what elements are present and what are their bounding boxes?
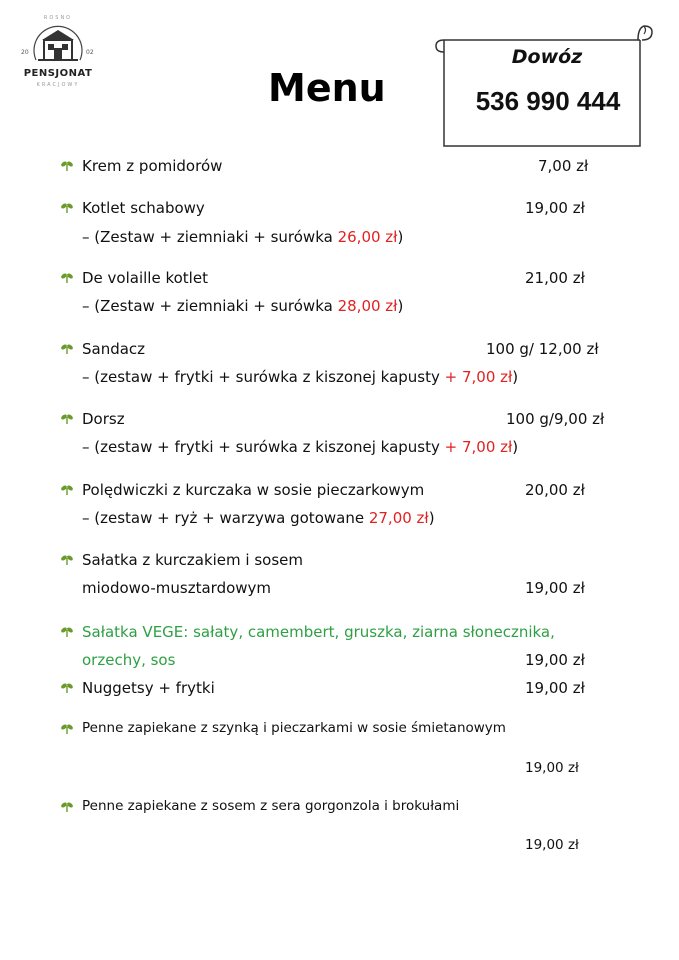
item-name-sandacz: Sandacz bbox=[82, 340, 146, 358]
item-name-vege-line2: orzechy, sos bbox=[82, 651, 176, 669]
item-set-sandacz: – (zestaw + frytki + surówka z kiszonej kapusty + 7,00 zł) bbox=[82, 368, 519, 386]
leaf-bullet-icon bbox=[60, 341, 74, 355]
logo-top-text: ROSNO bbox=[43, 15, 73, 21]
leaf-bullet-icon bbox=[60, 482, 74, 496]
item-price-salatka: 19,00 zł bbox=[525, 579, 585, 597]
item-name-salatka-line2: miodowo-musztardowym bbox=[82, 579, 272, 597]
leaf-bullet-icon bbox=[60, 680, 74, 694]
item-set-devolaille: – (Zestaw + ziemniaki + surówka 28,00 zł) bbox=[82, 297, 404, 315]
pensjonat-logo bbox=[18, 14, 98, 98]
item-price-penne1: 19,00 zł bbox=[525, 760, 579, 776]
item-name-penne2: Penne zapiekane z sosem z sera gorgonzola i brokułami bbox=[82, 798, 460, 814]
item-price-penne2: 19,00 zł bbox=[525, 837, 579, 853]
item-name-penne1: Penne zapiekane z szynką i pieczarkami w sosie śmietanowym bbox=[82, 720, 506, 736]
item-price-dorsz: 100 g/9,00 zł bbox=[506, 410, 605, 428]
set-price: + 7,00 zł bbox=[444, 438, 513, 456]
item-set-kotlet: – (Zestaw + ziemniaki + surówka 26,00 zł) bbox=[82, 228, 404, 246]
leaf-bullet-icon bbox=[60, 158, 74, 172]
logo-sub-text: KRACJOWY bbox=[36, 82, 80, 88]
leaf-bullet-icon bbox=[60, 799, 74, 813]
leaf-bullet-icon bbox=[60, 552, 74, 566]
item-name-vege-line1: Sałatka VEGE: sałaty, camembert, gruszka, ziarna słonecznika, bbox=[82, 623, 555, 641]
item-name-dorsz: Dorsz bbox=[82, 410, 125, 428]
item-name-krem: Krem z pomidorów bbox=[82, 157, 223, 175]
item-price-kotlet: 19,00 zł bbox=[525, 199, 585, 217]
leaf-bullet-icon bbox=[60, 721, 74, 735]
leaf-bullet-icon bbox=[60, 200, 74, 214]
delivery-phone: 536 990 444 bbox=[475, 86, 621, 116]
item-name-kotlet: Kotlet schabowy bbox=[82, 199, 205, 217]
item-price-sandacz: 100 g/ 12,00 zł bbox=[486, 340, 599, 358]
set-price: + 7,00 zł bbox=[444, 368, 513, 386]
item-price-krem: 7,00 zł bbox=[538, 157, 589, 175]
set-price: 27,00 zł bbox=[368, 509, 429, 527]
item-price-nuggetsy: 19,00 zł bbox=[525, 679, 585, 697]
item-name-nuggetsy: Nuggetsy + frytki bbox=[82, 679, 215, 697]
delivery-scroll-banner bbox=[432, 18, 654, 148]
item-set-poledwiczki: – (zestaw + ryż + warzywa gotowane 27,00 zł) bbox=[82, 509, 435, 527]
item-set-dorsz: – (zestaw + frytki + surówka z kiszonej kapusty + 7,00 zł) bbox=[82, 438, 519, 456]
menu-title: Menu bbox=[268, 66, 386, 110]
item-price-devolaille: 21,00 zł bbox=[525, 269, 585, 287]
set-price: 26,00 zł bbox=[337, 228, 398, 246]
logo-main-text: PENSJONAT bbox=[23, 68, 93, 79]
leaf-bullet-icon bbox=[60, 411, 74, 425]
house-icon bbox=[28, 20, 88, 68]
item-name-devolaille: De volaille kotlet bbox=[82, 269, 208, 287]
item-name-salatka-line1: Sałatka z kurczakiem i sosem bbox=[82, 551, 304, 569]
leaf-bullet-icon bbox=[60, 270, 74, 284]
logo-year-right: 02 bbox=[86, 49, 94, 56]
leaf-bullet-icon bbox=[60, 624, 74, 638]
logo-year-left: 20 bbox=[21, 49, 29, 56]
item-price-vege: 19,00 zł bbox=[525, 651, 585, 669]
item-name-poledwiczki: Polędwiczki z kurczaka w sosie pieczarkowym bbox=[82, 481, 425, 499]
set-price: 28,00 zł bbox=[337, 297, 398, 315]
item-price-poledwiczki: 20,00 zł bbox=[525, 481, 585, 499]
delivery-label: Dowóz bbox=[511, 46, 583, 68]
